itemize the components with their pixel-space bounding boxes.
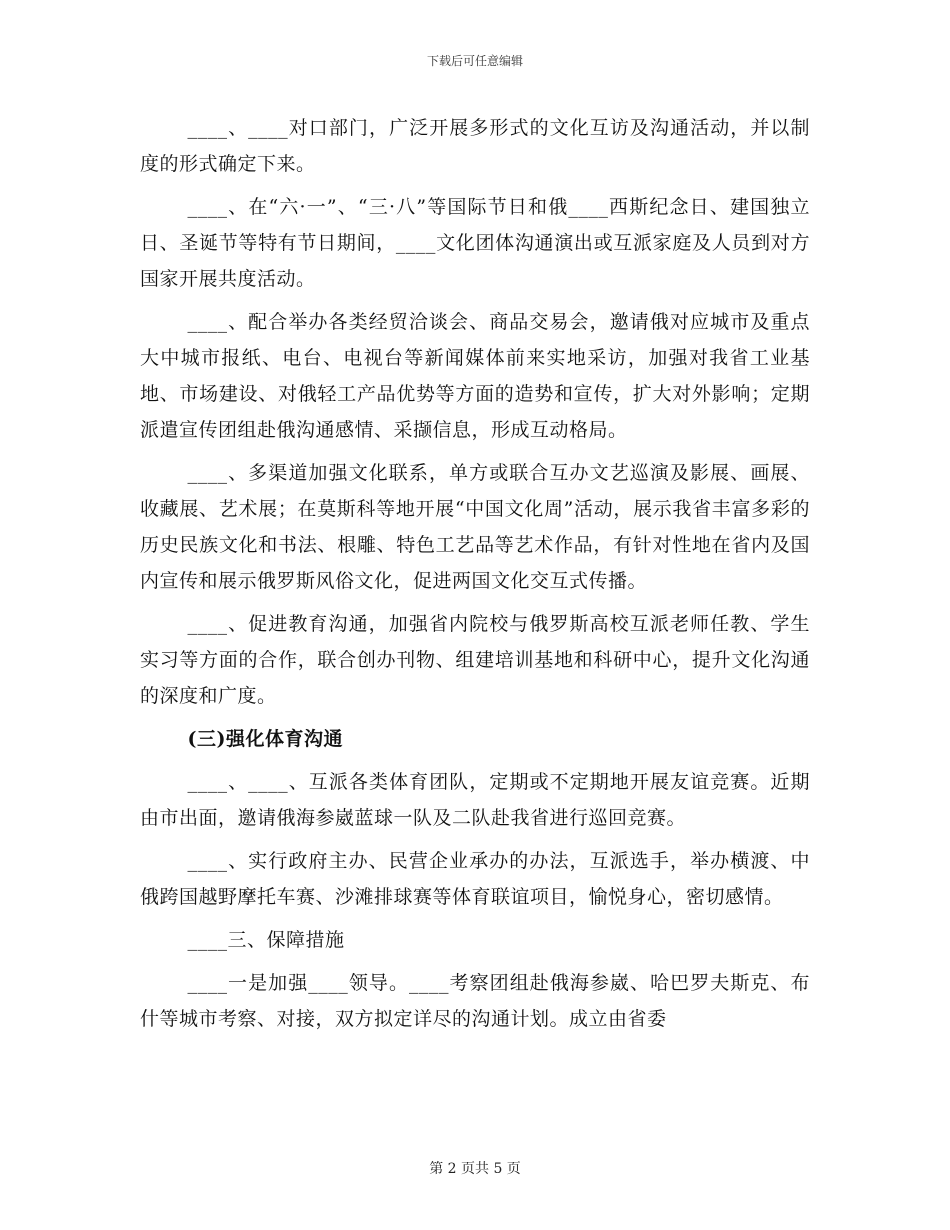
paragraph-holiday-activities: ____、在“六·一”、“三·八”等国际节日和俄____西斯纪念日、建国独立日、圣诞节等特有节日期间，____文化团体沟通演出或互派家庭及人员到对方国家开展共度活动。	[140, 196, 810, 290]
paragraph-education-exchange: ____、促进教育沟通，加强省内院校与俄罗斯高校互派老师任教、学生实习等方面的合作，联合创办刊物、组建培训基地和科研中心，提升文化沟通的深度和广度。	[140, 613, 810, 707]
paragraph-media-promotion: ____、配合举办各类经贸洽谈会、商品交易会，邀请俄对应城市及重点大中城市报纸、电台、电视台等新闻媒体前来实地采访，加强对我省工业基地、市场建设、对俄轻工产品优势等方面的造势和宣传，扩大对外影响；定期派遣宣传团组赴俄沟通感情、采撷信息，形成互动格局。	[140, 311, 810, 441]
paragraph-safeguard-measures: ____三、保障措施	[187, 929, 345, 951]
page-number: 第 2 页共 5 页	[429, 1161, 521, 1177]
paragraph-cultural-ties: ____、多渠道加强文化联系，单方或联合互办文艺巡演及影展、画展、收藏展、艺术展；在莫斯科等地开展“中国文化周”活动，展示我省丰富多彩的历史民族文化和书法、根雕、特色工艺品等艺术作品，有针对性地在省内及国内宣传和展示俄罗斯风俗文化，促进两国文化交互式传播。	[140, 462, 810, 592]
paragraph-sports-events: ____、实行政府主办、民营企业承办的办法，互派选手，举办横渡、中俄跨国越野摩托车赛、沙滩排球赛等体育联谊项目，愉悦身心，密切感情。	[140, 850, 810, 908]
paragraph-sports-teams: ____、____、互派各类体育团队，定期或不定期地开展友谊竞赛。近期由市出面，邀请俄海参崴蓝球一队及二队赴我省进行巡回竞赛。	[140, 771, 810, 829]
document-body	[140, 110, 810, 1044]
paragraph-cultural-exchange-departments: ____、____对口部门，广泛开展多形式的文化互访及沟通活动，并以制度的形式确定下来。	[140, 117, 810, 175]
page-header: 下载后可任意编辑	[426, 54, 523, 68]
paragraph-leadership: ____一是加强____领导。____考察团组赴俄海参崴、哈巴罗夫斯克、布什等城市考察、对接，双方拟定详尽的沟通计划。成立由省委	[140, 972, 810, 1030]
section-heading-sports: (三)强化体育沟通	[187, 728, 343, 750]
